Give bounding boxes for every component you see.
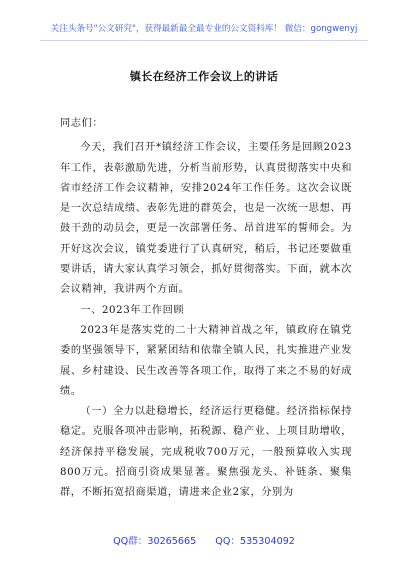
- section-heading: 一、2023年工作回顾: [80, 304, 185, 316]
- intro-paragraph: 今天，我们召开*镇经济工作会议，主要任务是回顾2023年工作，表彰激励先进，分析当前形势，认真贯彻落实中央和省市经济工作会议精神，安排2024年工作任务。这次会议既是一次总结成绩、表彰先进的群英会，也是一次统一思想、再鼓干劲的动员会，更是一次部署任务、昂首进军的誓师会。为开好这次会议，镇党委进行了认真研究，稍后，书记还要做重要讲话，请大家认真学习领会，抓好贯彻落实。下面，就本次会议精神，我讲两个方面。: [60, 142, 352, 296]
- footer-qq-group: QQ群：30265665: [113, 536, 197, 547]
- section-paragraph: （一）全力以赴稳增长，经济运行更稳健。经济指标保持稳定。克服各项冲击影响，拓税源、稳产业、上项目助增收，经济保持平稳发展，完成税收700万元，一般预算收入实现800万元。招商引资成果显著。聚焦强龙头、补链条、聚集群，不断拓宽招商渠道，请进来企业2家，分别为: [60, 406, 352, 499]
- section-paragraph: 2023年是落实党的二十大精神首战之年，镇政府在镇党委的坚强领导下，紧紧团结和依靠全镇人民，扎实推进产业发展、乡村建设、民生改善等各项工作，取得了来之不易的好成绩。: [60, 324, 352, 397]
- document-title: 镇长在经济工作会议上的讲话: [129, 70, 279, 83]
- footer-contact: [0, 533, 408, 547]
- header-banner: 关注头条号"公文研究"，获得最新最全最专业的公文资料库！ 微信：gongwenyj: [50, 24, 358, 34]
- salutation: 同志们：: [60, 118, 104, 129]
- footer-qq-number: QQ：535304092: [215, 536, 295, 547]
- document-body: [60, 114, 352, 504]
- header-divider: [40, 40, 368, 41]
